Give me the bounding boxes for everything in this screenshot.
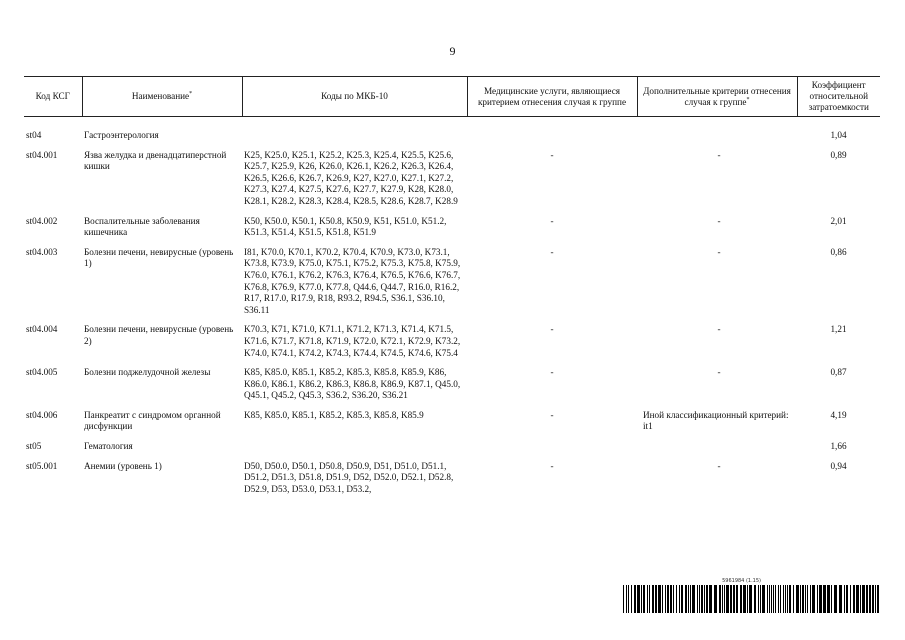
barcode-bar (652, 585, 654, 613)
barcode-bar (631, 585, 632, 613)
barcode-bar (778, 585, 779, 613)
barcode-bar (643, 585, 645, 613)
barcode-bar (789, 585, 791, 613)
ksg-code-cell: st04.001 (26, 149, 58, 160)
header-coefficient: Коэффициент относительной затратоемкости (797, 77, 880, 117)
spacer-cell (24, 117, 880, 128)
barcode-bar (697, 585, 698, 613)
barcode-bar (726, 585, 729, 613)
barcode-bar (699, 585, 700, 613)
extra-criteria-cell (637, 438, 797, 458)
barcode-bar (783, 585, 784, 613)
ksg-name-cell: Гастроэнтерология (84, 130, 159, 140)
medical-services-cell (467, 438, 637, 458)
barcode-bar (834, 585, 837, 613)
barcode-bar (673, 585, 674, 613)
table-row (24, 458, 880, 501)
extra-criteria-cell: - (717, 324, 721, 335)
coefficient-cell: 0,89 (830, 149, 847, 160)
barcode-bar (875, 585, 876, 613)
barcode-bar (655, 585, 657, 613)
barcode-bar (690, 585, 691, 613)
barcode-bar (817, 585, 818, 613)
barcode-bar (831, 585, 832, 613)
barcode-bar (685, 585, 687, 613)
ksg-name-cell: Панкреатит с синдромом органной дисфункции (84, 409, 221, 432)
coefficient-cell: 4,19 (830, 409, 847, 420)
coefficient-cell: 1,66 (830, 441, 847, 452)
barcode-bar (634, 585, 636, 613)
barcode-bar (787, 585, 788, 613)
barcode-bar (722, 585, 723, 613)
ksg-table (24, 76, 880, 500)
header-icd-codes: Коды по МКБ-10 (242, 77, 467, 117)
ksg-name-cell: Анемии (уровень 1) (84, 460, 162, 471)
ksg-name-cell: Болезни печени, невирусные (уровень 2) (84, 324, 234, 346)
barcode-bar (719, 585, 721, 613)
barcode-bar (823, 585, 826, 613)
ksg-code-cell: st05 (26, 441, 42, 452)
barcode-bar (810, 585, 811, 613)
barcode-bar (740, 585, 742, 613)
ksg-code-cell: st04.003 (26, 246, 58, 257)
barcode-bar (796, 585, 799, 613)
header-name: Наименование* (82, 77, 242, 117)
ksg-code-cell: st04.006 (26, 409, 58, 420)
icd-codes-cell: K70.3, K71, K71.0, K71.1, K71.2, K71.3, K71.4, K71.5, K71.6, K71.7, K71.8, K71.9, K72.0, K72.1, K72.9, K73.2, K74.0, K74.1, K74.2, K74.3, K74.4, K74.5, K74.6, K75.4 (244, 324, 461, 358)
header-code: Код КСГ (24, 77, 82, 117)
extra-criteria-cell: - (717, 460, 721, 471)
barcode-bar (853, 585, 855, 613)
barcode-bar (856, 585, 859, 613)
barcode-bar (667, 585, 669, 613)
extra-criteria-cell: Иной классификационный критерий: it1 (643, 409, 789, 432)
barcode-bar (637, 585, 640, 613)
barcode-bar (805, 585, 806, 613)
barcode-bar (812, 585, 815, 613)
table-body (24, 117, 880, 501)
barcode-bar (681, 585, 683, 613)
table-row (24, 407, 880, 438)
barcode-bar (665, 585, 666, 613)
barcode-image (623, 585, 881, 613)
barcode-bar (773, 585, 774, 613)
barcode-bar (724, 585, 725, 613)
barcode-bar (628, 585, 629, 613)
icd-codes-cell (242, 438, 467, 458)
header-extra-footnote-mark: * (746, 96, 750, 103)
ksg-code-cell: st04.004 (26, 324, 58, 335)
ksg-code-cell: st05.001 (26, 460, 58, 471)
ksg-code-cell: st04.005 (26, 367, 58, 378)
barcode-bar (679, 585, 680, 613)
barcode-bar (793, 585, 794, 613)
ksg-code-cell: st04 (26, 130, 42, 140)
barcode-bar (733, 585, 735, 613)
barcode-bar (662, 585, 663, 613)
barcode-bar (641, 585, 642, 613)
ksg-name-cell: Гематология (84, 441, 133, 452)
barcode-bar (749, 585, 752, 613)
barcode-bar (714, 585, 717, 613)
barcode-bar (649, 585, 650, 613)
barcode-bar (762, 585, 765, 613)
barcode-bar (800, 585, 801, 613)
extra-criteria-cell: - (717, 149, 721, 160)
coefficient-cell: 0,87 (830, 367, 847, 378)
table-row (24, 321, 880, 364)
ksg-name-cell: Язва желудка и двенадцатиперстной кишки (84, 149, 227, 172)
medical-services-cell: - (550, 324, 554, 335)
barcode-bar (775, 585, 776, 613)
table-header-row (24, 77, 880, 117)
barcode-bar (767, 585, 768, 613)
table-row (24, 438, 880, 458)
barcode-bar (872, 585, 874, 613)
barcode-bar (704, 585, 705, 613)
barcode-bar (658, 585, 661, 613)
table-row (24, 244, 880, 322)
barcode-bar (743, 585, 746, 613)
ksg-name-cell: Болезни печени, невирусные (уровень 1) (84, 246, 234, 269)
barcode-bar (819, 585, 822, 613)
icd-codes-cell: I81, K70.0, K70.1, K70.2, K70.4, K70.9, K73.0, K73.1, K73.8, K73.9, K75.0, K75.1, K75.2, K75.3, K75.8, K75.9, K76.0, K76.1, K76.2, K76.3, K76.4, K76.5, K76.6, K76.7, K76.8, K76.9, K77.0, K77.8, Q44.6, Q44.7, R16.0, R16.2, R17, R17.0, R17.9, R18, R93.2, R94.5, S36.1, S36.10, S36.11 (244, 246, 461, 315)
coefficient-cell: 0,94 (830, 460, 847, 471)
icd-codes-cell: K25, K25.0, K25.1, K25.2, K25.3, K25.4, K25.5, K25.6, K25.7, K25.9, K26, K26.0, K26.1, K26.2, K26.3, K26.4, K26.5, K26.6, K26.7, K26.9, K27, K27.0, K27.1, K27.2, K27.3, K27.4, K27.5, K27.6, K27.7, K27.9, K28, K28.0, K28.1, K28.2, K28.3, K28.4, K28.5, K28.6, K28.7, K28.9 (244, 149, 458, 206)
barcode-bar (709, 585, 712, 613)
barcode-bar (862, 585, 865, 613)
icd-codes-cell: K85, K85.0, K85.1, K85.2, K85.3, K85.8, K85.9, K86, K86.0, K86.1, K86.2, K86.3, K86.8, K86.9, K87.1, Q45.0, Q45.1, Q45.2, Q45.3, S36.2, S36.20, S36.21 (244, 367, 461, 401)
ksg-table-wrapper (24, 76, 880, 500)
medical-services-cell (467, 127, 637, 147)
barcode-bar (839, 585, 842, 613)
medical-services-cell: - (550, 246, 554, 257)
table-row (24, 127, 880, 147)
coefficient-cell: 0,86 (830, 246, 847, 257)
barcode-bar (706, 585, 708, 613)
barcode-bar (844, 585, 845, 613)
barcode-bar (846, 585, 848, 613)
barcode-bar (807, 585, 808, 613)
medical-services-cell: - (550, 409, 554, 420)
icd-codes-cell (242, 127, 467, 147)
medical-services-cell: - (550, 367, 554, 378)
coefficient-cell: 2,01 (830, 215, 847, 226)
barcode-bar (730, 585, 732, 613)
medical-services-cell: - (550, 215, 554, 226)
barcode-bar (802, 585, 804, 613)
barcode-bar (676, 585, 677, 613)
icd-codes-cell: D50, D50.0, D50.1, D50.8, D50.9, D51, D51.0, D51.1, D51.2, D51.3, D51.8, D51.9, D52, D52.0, D52.1, D52.8, D52.9, D53, D53.0, D53.1, D53.2, (244, 460, 454, 494)
barcode-bar (780, 585, 781, 613)
barcode-bar (623, 585, 624, 613)
barcode-bar (769, 585, 770, 613)
header-extra-criteria: Дополнительные критерии отнесения случая к группе* (637, 77, 797, 117)
barcode-bar (647, 585, 648, 613)
barcode-bar (850, 585, 851, 613)
ksg-name-cell: Воспалительные заболевания кишечника (84, 215, 200, 238)
ksg-code-cell: st04.002 (26, 215, 58, 226)
table-row (24, 147, 880, 213)
barcode-bar (785, 585, 786, 613)
barcode-bar (860, 585, 861, 613)
header-medical-services: Медицинские услуги, являющиеся критерием отнесения случая к группе (467, 77, 637, 117)
barcode-bar (747, 585, 748, 613)
barcode-bar (758, 585, 759, 613)
table-spacer-row (24, 117, 880, 128)
medical-services-cell: - (550, 149, 554, 160)
header-name-footnote-mark: * (189, 90, 193, 97)
barcode-bar (877, 585, 879, 613)
barcode-bar (701, 585, 703, 613)
barcode-block (623, 578, 881, 613)
barcode-bar (692, 585, 695, 613)
barcode-bar (760, 585, 761, 613)
coefficient-cell: 1,21 (830, 324, 847, 335)
table-row (24, 364, 880, 407)
icd-codes-cell: K50, K50.0, K50.1, K50.8, K50.9, K51, K51.0, K51.2, K51.3, K51.4, K51.5, K51.8, K51.9 (244, 215, 447, 238)
extra-criteria-cell: - (717, 367, 721, 378)
extra-criteria-cell (637, 127, 797, 147)
barcode-bar (754, 585, 756, 613)
barcode-bar (869, 585, 871, 613)
page-number: 9 (449, 44, 456, 58)
table-row (24, 213, 880, 244)
extra-criteria-cell: - (717, 246, 721, 257)
barcode-bar (736, 585, 738, 613)
barcode-bar (866, 585, 868, 613)
barcode-bar (688, 585, 689, 613)
barcode-bar (771, 585, 772, 613)
ksg-name-cell: Болезни поджелудочной железы (84, 367, 211, 378)
barcode-bar (827, 585, 830, 613)
barcode-bar (670, 585, 672, 613)
barcode-caption: 5961984 (1.15) (722, 578, 761, 584)
coefficient-cell: 1,04 (830, 130, 847, 140)
icd-codes-cell: K85, K85.0, K85.1, K85.2, K85.3, K85.8, K85.9 (244, 409, 424, 420)
barcode-bar (626, 585, 627, 613)
medical-services-cell: - (550, 460, 554, 471)
extra-criteria-cell: - (717, 215, 721, 226)
